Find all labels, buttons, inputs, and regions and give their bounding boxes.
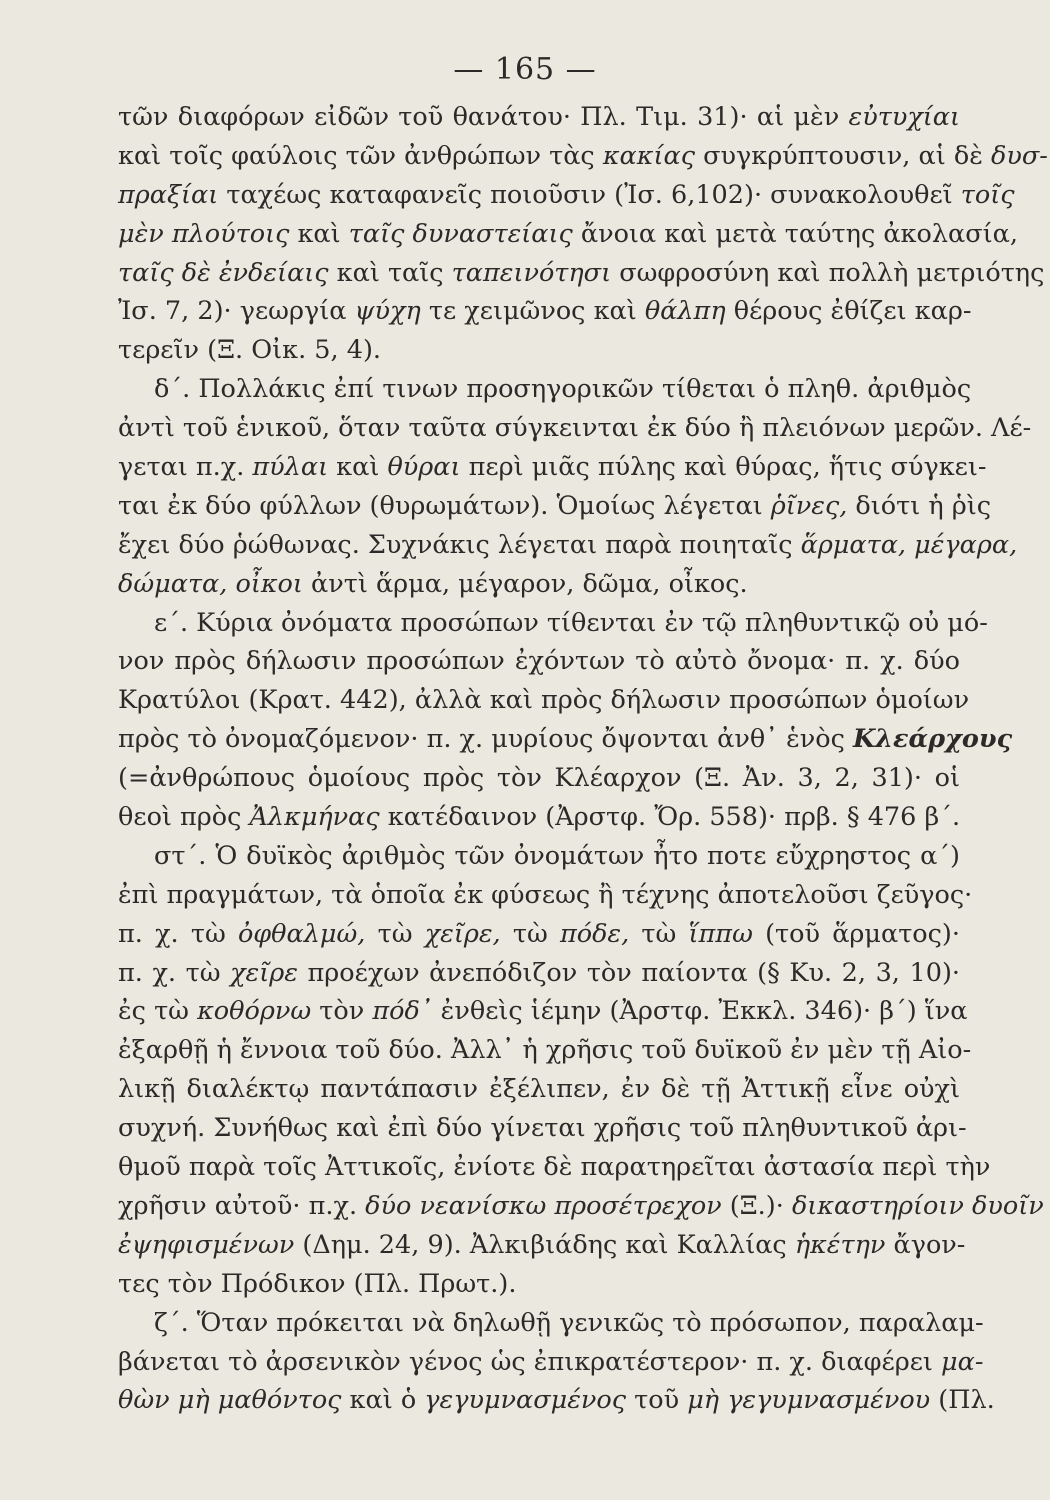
text-line [118, 448, 987, 487]
text-segment: καὶ ταῖς [328, 257, 452, 288]
text-segment: περὶ μιᾶς πύλης καὶ θύρας, ἥτις σύγκει- [460, 452, 987, 483]
emphasized-text: θύραι [387, 452, 461, 483]
text-segment: κατέδαινον (Ἀρστφ. Ὄρ. 558)· πρβ. § 476 β΄. [379, 802, 961, 833]
text-segment: Ἰσ. 7, 2)· γεωργία [118, 296, 355, 327]
text-segment: λικῇ διαλέκτῳ παντάπασιν ἐξέλιπεν, ἐν δὲ τῇ Ἀττικῇ εἶνε οὐχὶ [118, 1074, 960, 1105]
text-segment: ε΄. Κύρια ὀνόματα προσώπων τίθενται ἐν τῷ πληθυντικῷ οὐ μό- [154, 607, 988, 638]
text-segment: ταχέως καταφανεῖς ποιοῦσιν (Ἰσ. 6,102)· συνακολουθεῖ [218, 179, 961, 210]
text-segment: τε χειμῶνος καὶ [420, 296, 645, 327]
text-line [118, 720, 1013, 759]
text-segment: ἔχει δύο ῥώθωνας. Συχνάκις λέγεται παρὰ ποιηταῖς [118, 529, 801, 560]
text-segment: (Ξ.)· [721, 1190, 792, 1221]
emphasized-text: ῥῖνες, [770, 490, 848, 521]
text-line [118, 98, 960, 137]
emphasized-text: κακίας [602, 140, 695, 171]
text-segment: νον πρὸς δήλωσιν προσώπων ἐχόντων τὸ αὐτὸ ὄνομα· π. χ. δύο [118, 646, 960, 677]
text-segment: ἐς τὼ [118, 996, 198, 1027]
text-segment: καὶ [328, 452, 388, 483]
text-segment: τοῦ [626, 1385, 688, 1416]
text-segment: ἀντὶ τοῦ ἑνικοῦ, ὅταν ταῦτα σύγκεινται ἐκ δύο ἢ πλειόνων μερῶν. Λέ- [118, 413, 1032, 444]
text-line [118, 759, 960, 798]
text-segment: τὼ [500, 918, 560, 949]
emphasized-text: δώματα, οἶκοι [118, 568, 303, 599]
emphasized-text: πύλαι [252, 452, 329, 483]
emphasized-text: ψύχη [354, 296, 421, 327]
text-segment: ἄγον- [885, 1229, 966, 1260]
text-segment: (Πλ. [930, 1385, 995, 1416]
emphasized-text: Ἀλκμήνας [249, 802, 380, 833]
text-segment: τὼ [365, 918, 425, 949]
text-segment: (=ἀνθρώπους ὁμοίους πρὸς τὸν Κλέαρχον (Ξ. Ἀν. 3, 2, 31)· οἱ [118, 763, 960, 794]
text-segment: (τοῦ ἅρματος)· [752, 918, 960, 949]
text-segment: τὸν [311, 996, 373, 1027]
text-segment: βάνεται τὸ ἀρσενικὸν γένος ὡς ἐπικρατέστερον· π. χ. διαφέρει [118, 1346, 942, 1377]
emphasized-text: δύο νεανίσκω προσέτρεχον [365, 1190, 722, 1221]
text-segment: καὶ [289, 218, 349, 249]
text-line [118, 954, 960, 993]
text-segment: καὶ ὁ [341, 1385, 425, 1416]
text-segment: τες τὸν Πρόδικον (Πλ. Πρωτ.). [118, 1268, 517, 1299]
text-line [118, 137, 1048, 176]
text-segment: θέρους ἐθίζει καρ- [725, 296, 972, 327]
text-segment: καὶ τοῖς φαύλοις τῶν ἀνθρώπων τὰς [118, 140, 603, 171]
text-line [118, 1304, 984, 1343]
text-line [118, 254, 1045, 293]
text-line [118, 1226, 966, 1265]
text-segment: διότι ἡ ῥὶς [847, 490, 992, 521]
text-segment: τερεῖν (Ξ. Οἰκ. 5, 4). [118, 335, 381, 366]
emphasized-text: δυσ- [991, 140, 1048, 171]
text-segment: τὼ [629, 918, 689, 949]
text-line [118, 604, 988, 643]
text-segment: (Δημ. 24, 9). Ἀλκιβιάδης καὶ Καλλίας [294, 1229, 795, 1260]
emphasized-text: μὲν πλούτοις [118, 218, 290, 249]
emphasized-text: δικαστηρίοιν δυοῖν [791, 1190, 1044, 1221]
text-segment: ται ἐκ δύο φύλλων (θυρωμάτων). Ὁμοίως λέγεται [118, 490, 771, 521]
emphasized-text: γεγυμνασμένος [424, 1385, 627, 1416]
text-segment: ζ΄. Ὅταν πρόκειται νὰ δηλωθῇ γενικῶς τὸ πρόσωπον, παραλαμ- [154, 1307, 984, 1338]
text-line [118, 1343, 984, 1382]
text-segment: θμοῦ παρὰ τοῖς Ἀττικοῖς, ἐνίοτε δὲ παρατηρεῖται ἀστασία περὶ τὴν [118, 1152, 991, 1183]
text-segment: σωφροσύνη καὶ πολλὴ μετριότης [611, 257, 1045, 288]
emphasized-text: ἅρματα, μέγαρα, [800, 529, 1018, 560]
emphasized-text: κοθόρνω [197, 996, 312, 1027]
text-line [118, 837, 960, 876]
text-line [118, 331, 960, 370]
text-segment: γεται π.χ. [118, 452, 253, 483]
emphasized-text: χεῖρε [230, 957, 298, 988]
text-line [118, 642, 960, 681]
text-segment: ἐνθεὶς ἱέμην (Ἀρστφ. Ἐκκλ. 346)· β΄) ἵνα [432, 996, 968, 1027]
emphasized-text: ἐψηφισμένων [118, 1229, 295, 1260]
text-line [118, 1148, 991, 1187]
text-segment: προέχων ἀνεπόδιζον τὸν παίοντα (§ Κυ. 2, 3, 10)· [297, 957, 961, 988]
text-line [118, 526, 1018, 565]
emphasized-text: μα- [941, 1346, 984, 1377]
text-segment: στ΄. Ὁ δυϊκὸς ἀριθμὸς τῶν ὀνομάτων ἦτο ποτε εὔχρηστος α΄) [154, 840, 960, 871]
emphasized-text: ταῖς δὲ ἐνδείαις [118, 257, 329, 288]
emphasized-text: πόδ᾽ [372, 996, 433, 1027]
emphasized-text: ταπεινότησι [451, 257, 612, 288]
emphasized-text: Κλεάρχους [853, 724, 1013, 755]
text-line [118, 409, 1032, 448]
text-segment: π. χ. τὼ [118, 918, 238, 949]
text-segment: συχνή. Συνήθως καὶ ἐπὶ δύο γίνεται χρῆσις τοῦ πληθυντικοῦ ἀρι- [118, 1113, 967, 1144]
text-line [118, 1187, 1044, 1226]
emphasized-text: εὐτυχίαι [848, 102, 960, 132]
text-line [118, 487, 992, 526]
text-segment: π. χ. τὼ [118, 957, 231, 988]
emphasized-text: τοῖς [960, 179, 1015, 210]
text-segment: Κρατύλοι (Κρατ. 442), ἀλλὰ καὶ πρὸς δήλωσιν προσώπων ὁμοίων [118, 685, 970, 716]
text-segment: χρῆσιν αὐτοῦ· π.χ. [118, 1190, 366, 1221]
text-segment: πρὸς τὸ ὀνομαζόμενον· π. χ. μυρίους ὄψονται ἀνθ᾽ ἑνὸς [118, 724, 854, 755]
emphasized-text: μὴ γεγυμνασμένου [687, 1385, 931, 1416]
page-number: — 165 — [453, 52, 597, 87]
text-segment: συγκρύπτουσιν, αἱ δὲ [695, 140, 991, 171]
text-line [118, 565, 960, 604]
text-line [118, 992, 968, 1031]
text-line [118, 1265, 960, 1304]
emphasized-text: πόδε, [559, 918, 630, 949]
text-line [118, 876, 973, 915]
emphasized-text: ἵππω [688, 918, 753, 949]
text-line [118, 176, 1015, 215]
text-segment: ἐξαρθῇ ἡ ἔννοια τοῦ δύο. Ἀλλ᾽ ἡ χρῆσις τοῦ δυϊκοῦ ἐν μὲν τῇ Αἰο- [118, 1035, 972, 1066]
text-segment: δ΄. Πολλάκις ἐπί τινων προσηγορικῶν τίθεται ὁ πληθ. ἀριθμὸς [154, 374, 972, 405]
emphasized-text: ταῖς δυναστείαις [348, 218, 573, 249]
emphasized-text: θάλπη [644, 296, 726, 327]
body-text [118, 98, 1048, 1420]
emphasized-text: θὼν μὴ μαθόντος [118, 1385, 342, 1416]
emphasized-text: πραξίαι [118, 179, 219, 210]
emphasized-text: χεῖρε, [424, 918, 501, 949]
text-line [118, 681, 970, 720]
text-line [118, 798, 960, 837]
text-line [118, 1381, 995, 1420]
text-line [118, 1109, 967, 1148]
text-line [118, 915, 960, 954]
text-line [118, 1070, 960, 1109]
text-line [118, 215, 1018, 254]
emphasized-text: ὀφθαλμώ, [237, 918, 366, 949]
text-segment: ἀντὶ ἅρμα, μέγαρον, δῶμα, οἶκος. [302, 568, 748, 599]
text-segment: τῶν διαφόρων εἰδῶν τοῦ θανάτου· Πλ. Τιμ. 31)· αἱ μὲν [118, 102, 849, 132]
emphasized-text: ἡκέτην [794, 1229, 886, 1260]
text-segment: ἄνοια καὶ μετὰ ταύτης ἀκολασία, [572, 218, 1018, 249]
text-segment: ἐπὶ πραγμάτων, τὰ ὁποῖα ἐκ φύσεως ἢ τέχνης ἀποτελοῦσι ζεῦγος· [118, 879, 973, 910]
text-segment: θεοὶ πρὸς [118, 802, 250, 833]
text-line [118, 292, 972, 331]
text-line [118, 370, 972, 409]
text-line [118, 1031, 972, 1070]
